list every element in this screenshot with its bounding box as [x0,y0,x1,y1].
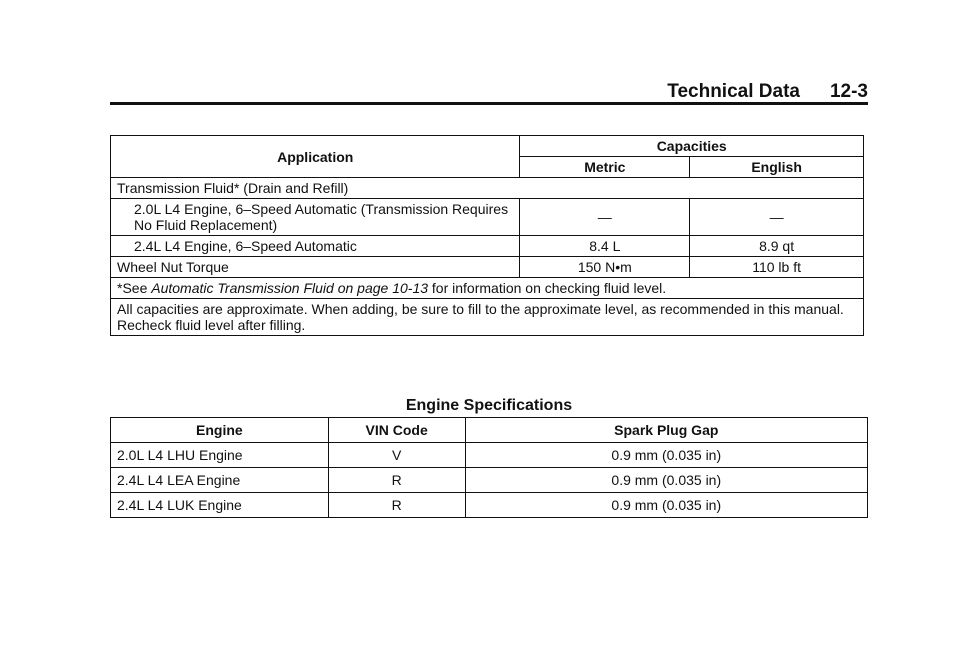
table-row [111,199,864,236]
engine-cell: 2.4L L4 LEA Engine [111,468,329,493]
row-label: Wheel Nut Torque [111,257,520,278]
capacities-table [110,135,864,336]
vin-code-cell: R [328,493,465,518]
row-label: 2.4L L4 Engine, 6–Speed Automatic [111,236,520,257]
row-english: — [690,199,864,236]
engine-specs-table [110,417,868,518]
row-metric: — [520,199,690,236]
column-header-vin-code: VIN Code [328,418,465,443]
spark-plug-gap-cell: 0.9 mm (0.035 in) [465,443,867,468]
table-header-row [111,418,868,443]
table-row [111,468,868,493]
table-row [111,443,868,468]
column-header-spark-plug-gap: Spark Plug Gap [465,418,867,443]
row-english: 8.9 qt [690,236,864,257]
approximate-note-row [111,299,864,336]
spark-plug-gap-cell: 0.9 mm (0.035 in) [465,468,867,493]
row-label: 2.0L L4 Engine, 6–Speed Automatic (Transmission Requires No Fluid Replacement) [111,199,520,236]
header-rule [110,102,868,105]
page-number: 12-3 [829,81,868,102]
page-header [110,80,868,103]
vin-code-cell: R [328,468,465,493]
vin-code-cell: V [328,443,465,468]
row-english: 110 lb ft [690,257,864,278]
approximate-note: All capacities are approximate. When adding, be sure to fill to the approximate level, as recommended in this manual. Recheck fluid level after filling. [111,299,864,336]
column-header-english: English [690,157,864,178]
row-metric: 150 N•m [520,257,690,278]
section-title: Technical Data [667,81,800,102]
table-row [111,257,864,278]
column-header-engine: Engine [111,418,329,443]
engine-cell: 2.4L L4 LUK Engine [111,493,329,518]
section-transmission-fluid: Transmission Fluid* (Drain and Refill) [111,178,864,199]
table-row [111,236,864,257]
footnote-prefix: *See [117,280,152,296]
footnote-row [111,278,864,299]
table-header-row [111,136,864,157]
column-header-application: Application [111,136,520,178]
column-header-capacities: Capacities [520,136,864,157]
engine-specs-title: Engine Specifications [405,397,573,414]
table-row [111,493,868,518]
row-metric: 8.4 L [520,236,690,257]
spark-plug-gap-cell: 0.9 mm (0.035 in) [465,493,867,518]
footnote-suffix: for information on checking fluid level. [428,280,667,296]
engine-cell: 2.0L L4 LHU Engine [111,443,329,468]
footnote-cell [111,278,864,299]
table-section-row [111,178,864,199]
footnote-link[interactable]: Automatic Transmission Fluid on page 10-13 [151,280,429,296]
column-header-metric: Metric [520,157,690,178]
